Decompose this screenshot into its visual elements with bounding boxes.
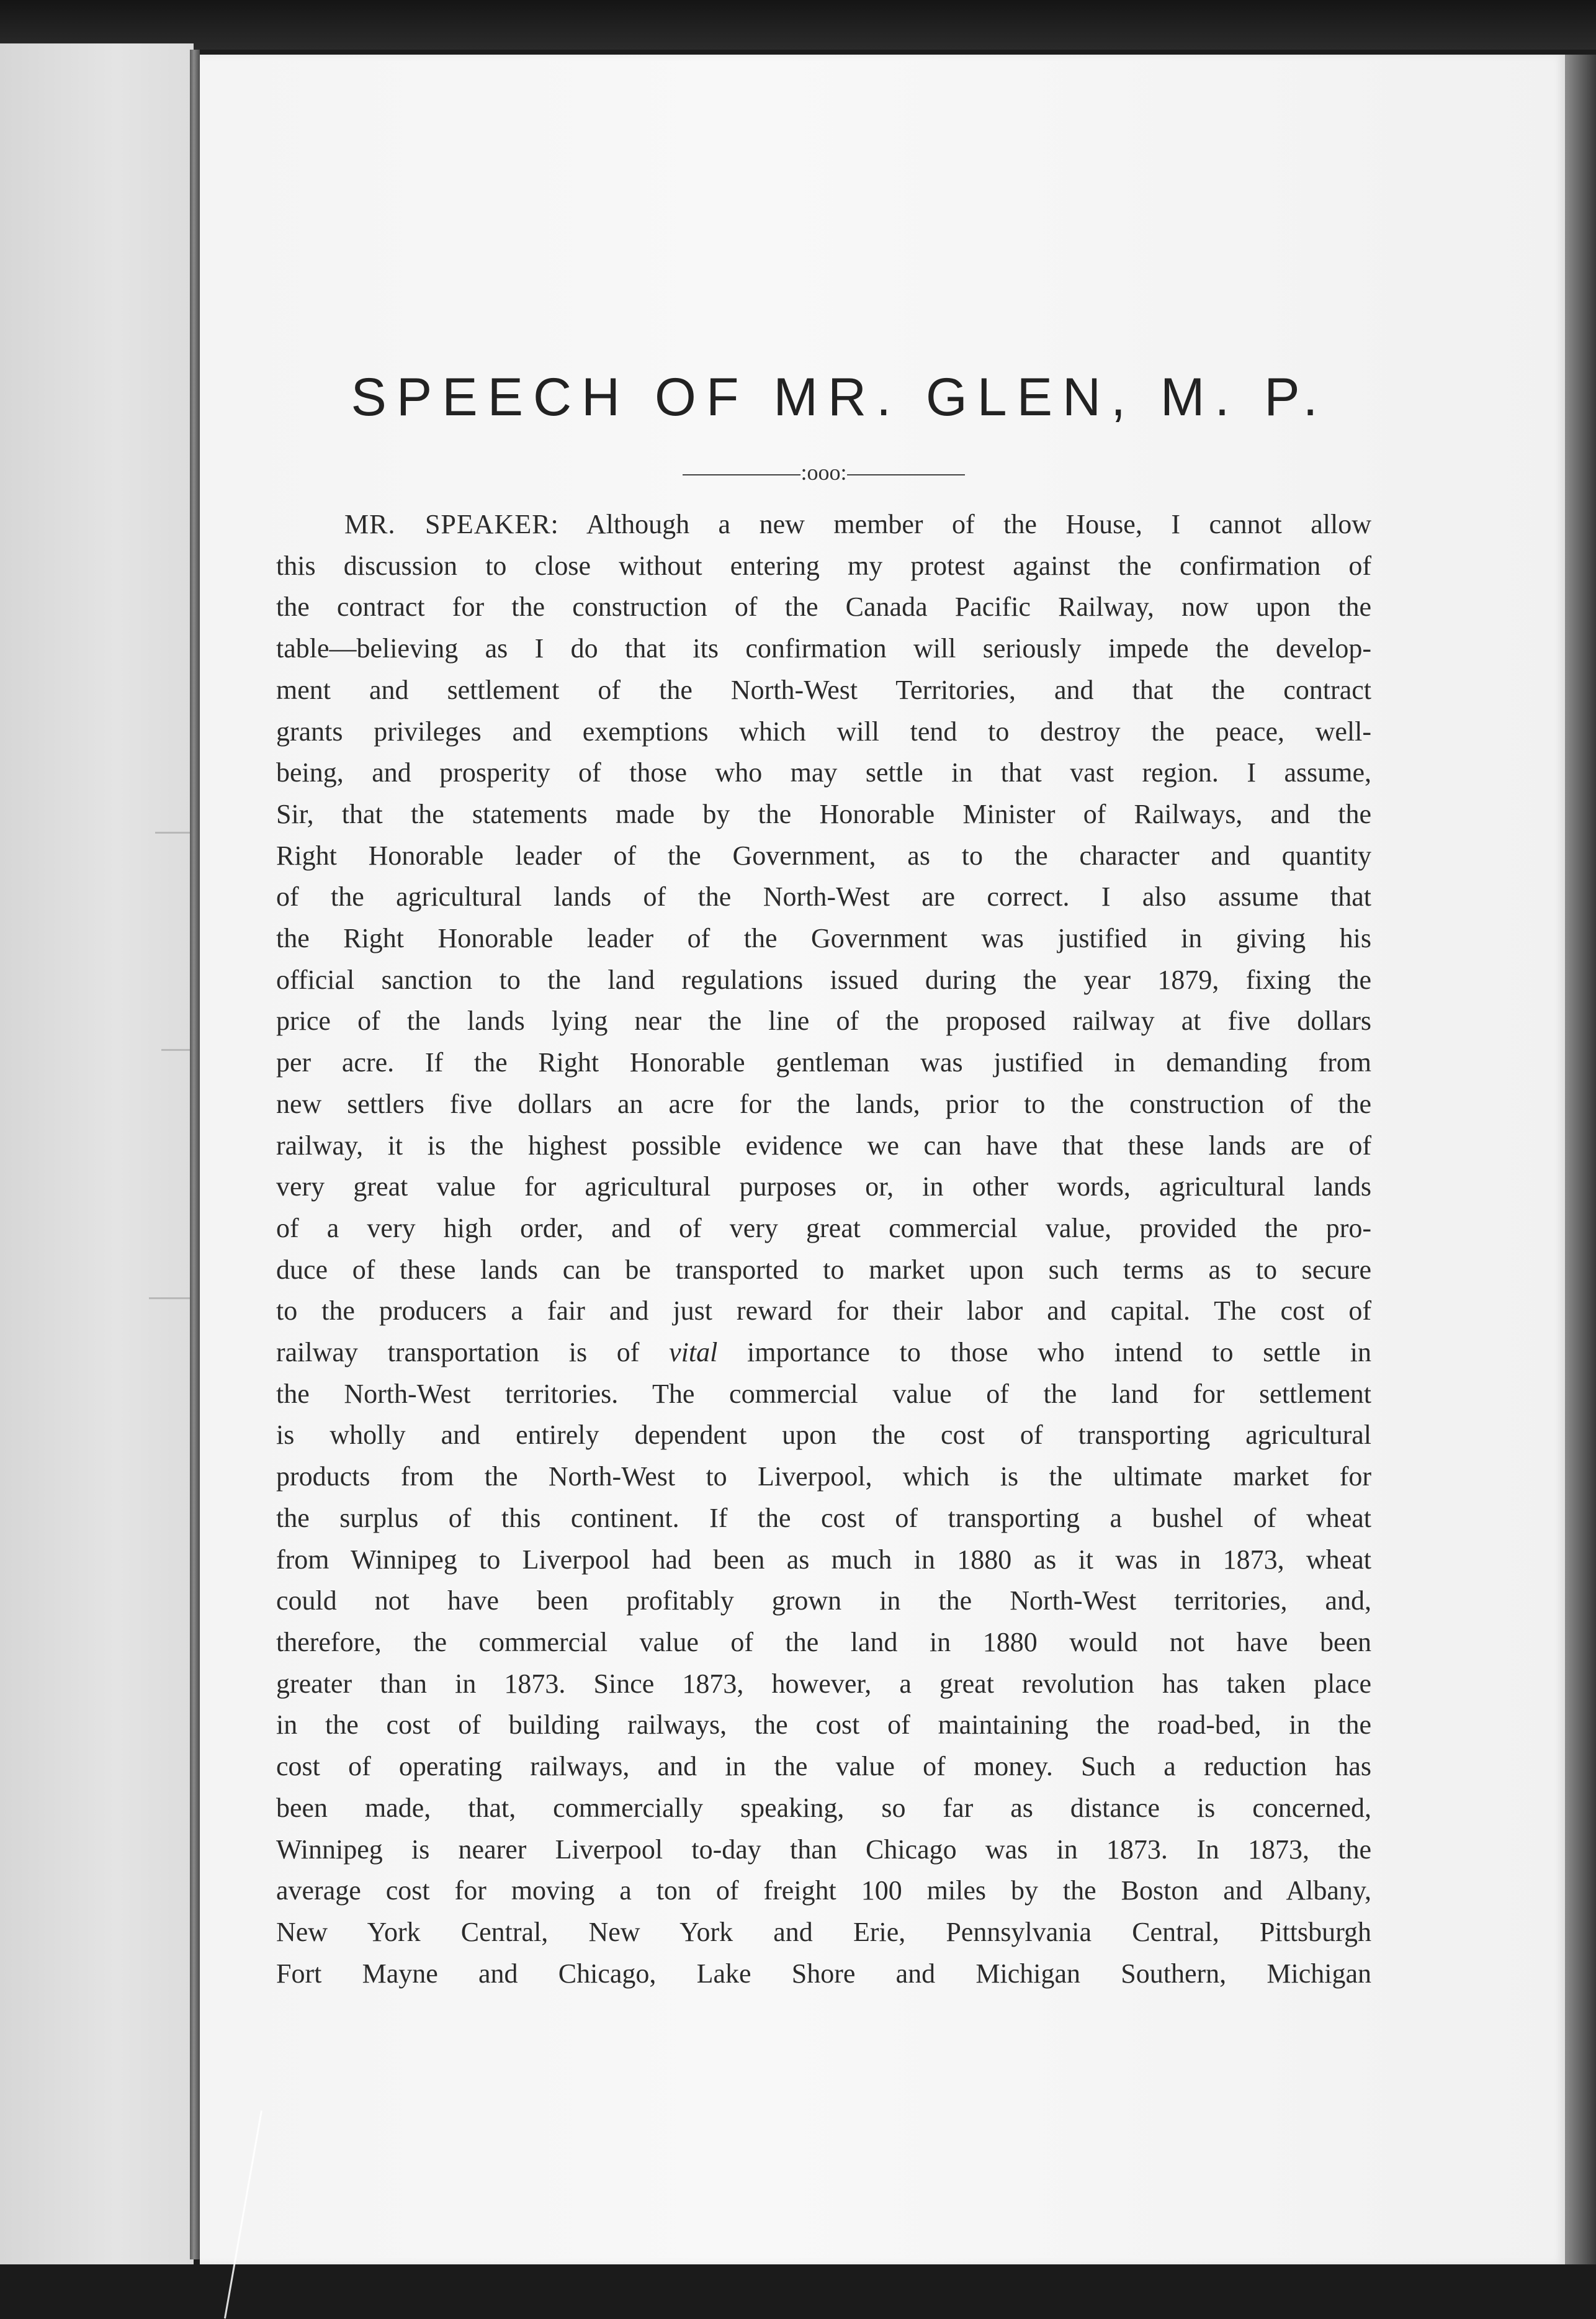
text-line	[276, 504, 1371, 546]
text-line: table—believing as I do that its confirmation will seriously impede the develop-	[276, 633, 1371, 664]
text-line: ment and settlement of the North-West Territories, and that the contract	[276, 674, 1371, 705]
binding-gutter	[190, 50, 200, 2259]
text-line: to the producers a fair and just reward for their labor and capital. The cost of	[276, 1295, 1371, 1326]
text-line: per acre. If the Right Honorable gentleman was justified in demanding from	[276, 1047, 1371, 1078]
bleed-mark	[155, 832, 192, 834]
text-line: could not have been profitably grown in the North-West territories, and,	[276, 1585, 1371, 1616]
text-line: New York Central, New York and Erie, Pennsylvania Central, Pittsburgh	[276, 1916, 1371, 1947]
text-line: is wholly and entirely dependent upon the cost of transporting agricultural	[276, 1420, 1371, 1451]
text-line: grants privileges and exemptions which will tend to destroy the peace, well-	[276, 716, 1371, 747]
scan-top-border	[0, 0, 1596, 50]
text-line: the surplus of this continent. If the cost of transporting a bushel of wheat	[276, 1502, 1371, 1533]
text-line: being, and prosperity of those who may settle in that vast region. I assume,	[276, 757, 1371, 788]
text-line: products from the North-West to Liverpool, which is the ultimate market for	[276, 1461, 1371, 1492]
text-line: of the agricultural lands of the North-West are correct. I also assume that	[276, 881, 1371, 912]
line-text: railway transportation is of	[276, 1337, 640, 1368]
separator-rule-left	[683, 474, 800, 475]
bleed-mark	[161, 1049, 192, 1051]
page-content	[276, 360, 1371, 1994]
text-line: the contract for the construction of the Canada Pacific Railway, now upon the	[276, 592, 1371, 623]
text-line: Winnipeg is nearer Liverpool to-day than Chicago was in 1873. In 1873, the	[276, 1834, 1371, 1865]
text-line: average cost for moving a ton of freight 100 miles by the Boston and Albany,	[276, 1875, 1371, 1906]
text-line: the Right Honorable leader of the Government was justified in giving his	[276, 923, 1371, 954]
text-line: in the cost of building railways, the cost of maintaining the road-bed, in the	[276, 1709, 1371, 1740]
title-separator	[276, 459, 1371, 485]
text-line: price of the lands lying near the line of the proposed railway at five dollars	[276, 1006, 1371, 1037]
line-text: Although a new member of the House, I cannot allow	[586, 509, 1371, 539]
page-title: SPEECH OF MR. GLEN, M. P.	[351, 367, 1328, 427]
separator-rule-right	[847, 474, 965, 475]
text-line: very great value for agricultural purposes or, in other words, agricultural lands	[276, 1171, 1371, 1202]
text-line: been made, that, commercially speaking, so far as distance is concerned,	[276, 1792, 1371, 1823]
page-edge-shadow	[1565, 55, 1596, 2277]
text-line: duce of these lands can be transported to market upon such terms as to secure	[276, 1254, 1371, 1285]
bleed-mark	[149, 1297, 192, 1299]
text-line: this discussion to close without entering my protest against the confirmation of	[276, 550, 1371, 581]
separator-ornament: :ooo:	[800, 460, 847, 485]
emphasized-word: vital	[669, 1337, 718, 1368]
line-text: importance to those who intend to settle in	[747, 1337, 1371, 1368]
facing-page	[0, 43, 194, 2272]
text-line: Fort Mayne and Chicago, Lake Shore and Michigan Southern, Michigan	[276, 1958, 1371, 1989]
text-line: greater than in 1873. Since 1873, however, a great revolution has taken place	[276, 1668, 1371, 1699]
text-line: from Winnipeg to Liverpool had been as much in 1880 as it was in 1873, wheat	[276, 1544, 1371, 1575]
text-line	[276, 1332, 1371, 1374]
text-line: new settlers five dollars an acre for the lands, prior to the construction of the	[276, 1088, 1371, 1119]
text-line: the North-West territories. The commercial value of the land for settlement	[276, 1378, 1371, 1409]
text-line: railway, it is the highest possible evidence we can have that these lands are of	[276, 1130, 1371, 1161]
scan-bottom-border	[0, 2264, 1596, 2319]
text-line: of a very high order, and of very great commercial value, provided the pro-	[276, 1212, 1371, 1243]
text-line: cost of operating railways, and in the value of money. Such a reduction has	[276, 1751, 1371, 1782]
text-line: therefore, the commercial value of the land in 1880 would not have been	[276, 1626, 1371, 1657]
text-line: Right Honorable leader of the Government, as to the character and quantity	[276, 840, 1371, 871]
speaker-address: MR. SPEAKER:	[344, 509, 559, 539]
speech-body	[276, 504, 1371, 1994]
text-line: Sir, that the statements made by the Honorable Minister of Railways, and the	[276, 798, 1371, 829]
text-line: official sanction to the land regulations issued during the year 1879, fixing the	[276, 964, 1371, 995]
